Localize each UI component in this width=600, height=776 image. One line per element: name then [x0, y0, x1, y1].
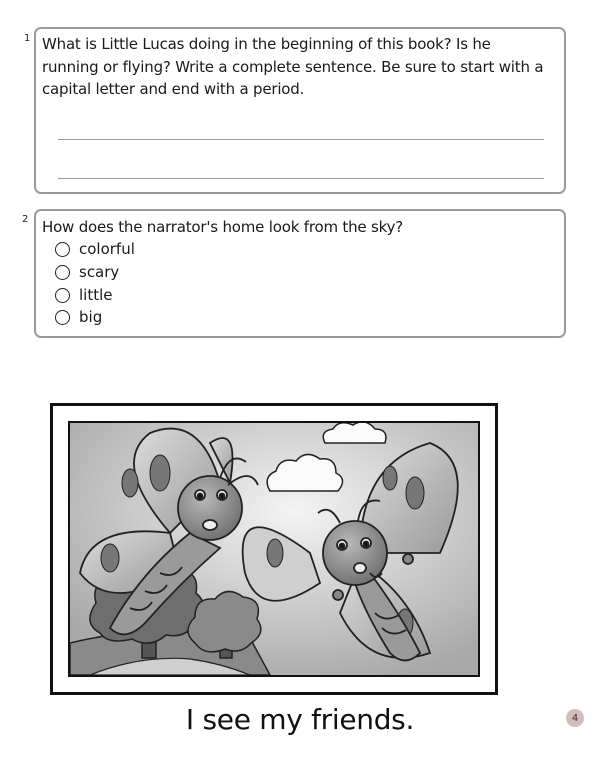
page-number-badge: 4 — [566, 709, 584, 727]
option-scary[interactable] — [55, 261, 119, 283]
question-2-text: How does the narrator's home look from the sky? — [42, 218, 404, 236]
option-colorful[interactable] — [55, 238, 135, 260]
radio-bubble[interactable] — [55, 310, 70, 325]
radio-bubble[interactable] — [55, 288, 70, 303]
option-label: colorful — [79, 240, 135, 258]
question-1-box — [34, 27, 566, 194]
option-label: big — [79, 308, 103, 326]
question-2-box — [34, 209, 566, 338]
question-1-text: What is Little Lucas doing in the beginning of this book? Is he running or flying? Write a complete sentence. Be sure to start with a capital letter and end with a period. — [42, 35, 544, 98]
question-1-number: 1 — [24, 33, 31, 44]
answer-line-2[interactable] — [58, 178, 544, 179]
butterflies-illustration — [68, 421, 480, 677]
answer-line-1[interactable] — [58, 139, 544, 140]
question-2-number: 2 — [22, 214, 29, 225]
option-label: little — [79, 286, 113, 304]
option-little[interactable] — [55, 284, 113, 306]
illustration-frame — [50, 403, 498, 695]
radio-bubble[interactable] — [55, 265, 70, 280]
radio-bubble[interactable] — [55, 242, 70, 257]
option-label: scary — [79, 263, 120, 281]
option-big[interactable] — [55, 306, 102, 328]
page-caption: I see my friends. — [185, 703, 415, 736]
butterflies-icon — [70, 423, 478, 675]
